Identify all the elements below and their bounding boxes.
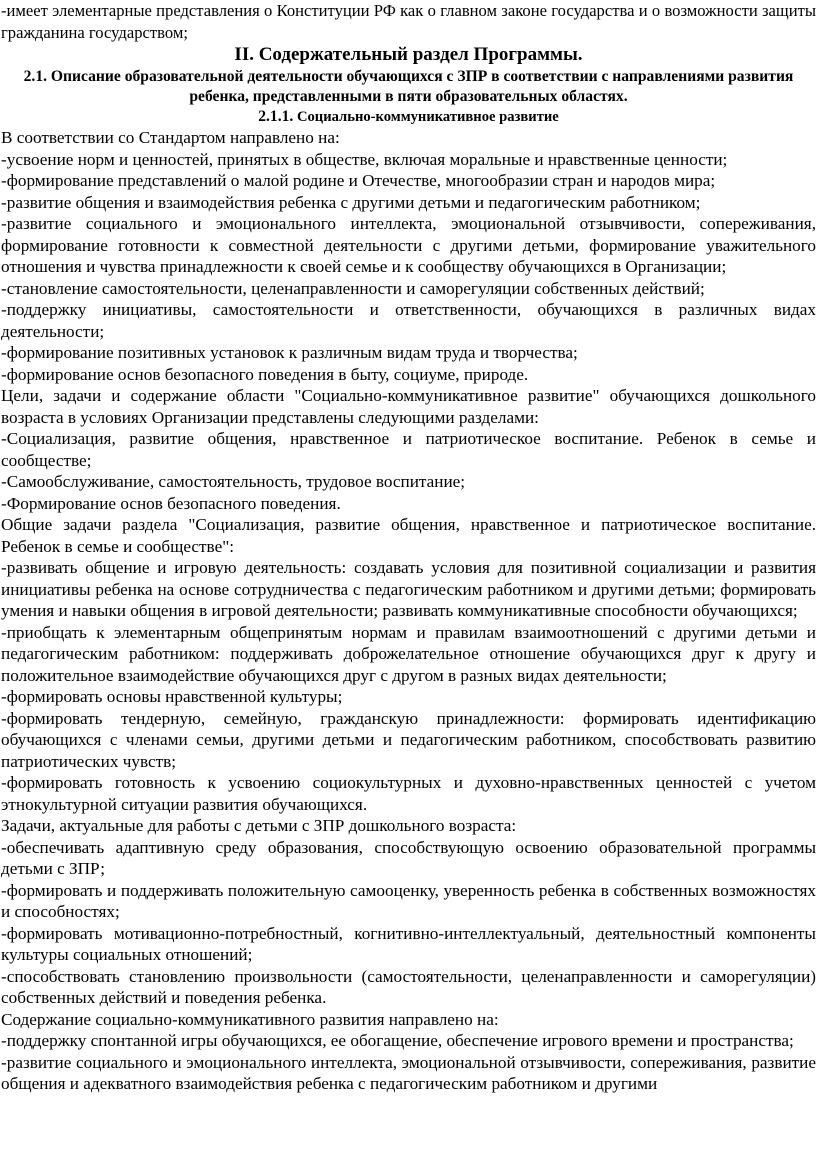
paragraph: -поддержку спонтанной игры обучающихся, ее обогащение, обеспечение игрового времени и пространства;	[1, 1031, 794, 1050]
paragraph: -Формирование основ безопасного поведения.	[1, 493, 341, 513]
paragraph: -способствовать становлению произвольности (самостоятельности, целенаправленности и саморегуляции) собственных действий и поведения ребенка.	[1, 966, 816, 1007]
paragraph: -формировать готовность к усвоению социокультурных и духовно-нравственных ценностей с учетом этнокультурной ситуации развития обучающихся.	[1, 773, 816, 814]
paragraph: Содержание социально-коммуникативного развития направлено на:	[1, 1009, 499, 1029]
paragraph: -Самообслуживание, самостоятельность, трудовое воспитание;	[1, 472, 466, 491]
paragraph: -становление самостоятельности, целенаправленности и саморегуляции собственных действий;	[1, 278, 705, 298]
subsubsection-title	[1, 107, 816, 127]
paragraph: -обеспечивать адаптивную среду образования, способствующую освоению образовательной программы детьми с ЗПР;	[1, 837, 816, 878]
subsection-title: 2.1. Описание образовательной деятельности обучающихся с ЗПР в соответствии с направлениями развития ребенка, представленными в пяти образовательных областях.	[23, 68, 794, 105]
paragraph: -приобщать к элементарным общепринятым нормам и правилам взаимоотношений с другими детьми и педагогическим работником: поддерживать доброжелательное отношение обучающихся друг к другу и положительное взаимодействие обучающихся друг с другом в разных видах деятельности;	[1, 622, 816, 685]
paragraph: -формирование основ безопасного поведения в быту, социуме, природе.	[1, 364, 529, 384]
subsubsection-text: Социально-коммуникативное развитие	[296, 109, 559, 125]
paragraph: В соответствии со Стандартом направлено на:	[1, 128, 340, 147]
paragraph: Цели, задачи и содержание области "Социально-коммуникативное развитие" обучающихся дошкольного возраста в условиях Организации представлены следующими разделами:	[1, 386, 816, 427]
paragraph: -развитие социального и эмоционального интеллекта, эмоциональной отзывчивости, сопереживания, развитие общения и адекватного взаимодействия ребенка с педагогическим работником и другими	[1, 1052, 816, 1093]
paragraph: -поддержку инициативы, самостоятельности и ответственности, обучающихся в различных видах деятельности;	[1, 300, 816, 341]
intro-paragraph: -имеет элементарные представления о Конституции РФ как о главном законе государства и о возможности защиты гражданина государством;	[1, 1, 816, 42]
paragraph: Задачи, актуальные для работы с детьми с ЗПР дошкольного возраста:	[1, 816, 517, 835]
paragraph: -развитие социального и эмоционального интеллекта, эмоциональной отзывчивости, сопереживания, формирование готовности к совместной деятельности с другими детьми, формирование уважительного отношения и чувства принадлежности к своей семье и к сообществу обучающихся в Организации;	[1, 214, 816, 276]
body-text	[1, 127, 816, 1095]
paragraph: -формировать и поддерживать положительную самооценку, уверенность ребенка в собственных возможностях и способностях;	[1, 880, 816, 921]
paragraph: -развитие общения и взаимодействия ребенка с другими детьми и педагогическим работником;	[1, 192, 701, 212]
paragraph: -формировать основы нравственной культуры;	[1, 687, 343, 706]
paragraph: -формирование представлений о малой родине и Отечестве, многообразии стран и народов мира;	[1, 171, 716, 190]
paragraph: -Социализация, развитие общения, нравственное и патриотическое воспитание. Ребенок в семье и сообществе;	[1, 429, 816, 470]
paragraph: Общие задачи раздела "Социализация, развитие общения, нравственное и патриотическое воспитание. Ребенок в семье и сообществе":	[1, 515, 816, 556]
paragraph: -формирование позитивных установок к различным видам труда и творчества;	[1, 343, 578, 362]
paragraph: -усвоение норм и ценностей, принятых в обществе, включая моральные и нравственные ценности;	[1, 149, 728, 169]
paragraph: -формировать тендерную, семейную, гражданскую принадлежности: формировать идентификацию обучающихся с членами семьи, другими детьми и педагогическим работником, способствовать развитию патриотических чувств;	[1, 708, 816, 771]
paragraph: -формировать мотивационно-потребностный, когнитивно-интеллектуальный, деятельностный компоненты культуры социальных отношений;	[1, 923, 816, 964]
section-title: II. Содержательный раздел Программы.	[234, 44, 583, 65]
subsubsection-number: 2.1.1.	[258, 108, 294, 125]
paragraph: -развивать общение и игровую деятельность: создавать условия для позитивной социализации и развития инициативы ребенка на основе сотрудничества с педагогическим работником и другими детьми; формировать умения и навыки общения в игровой деятельности; развивать коммуникативные способности обучающихся;	[1, 558, 816, 620]
